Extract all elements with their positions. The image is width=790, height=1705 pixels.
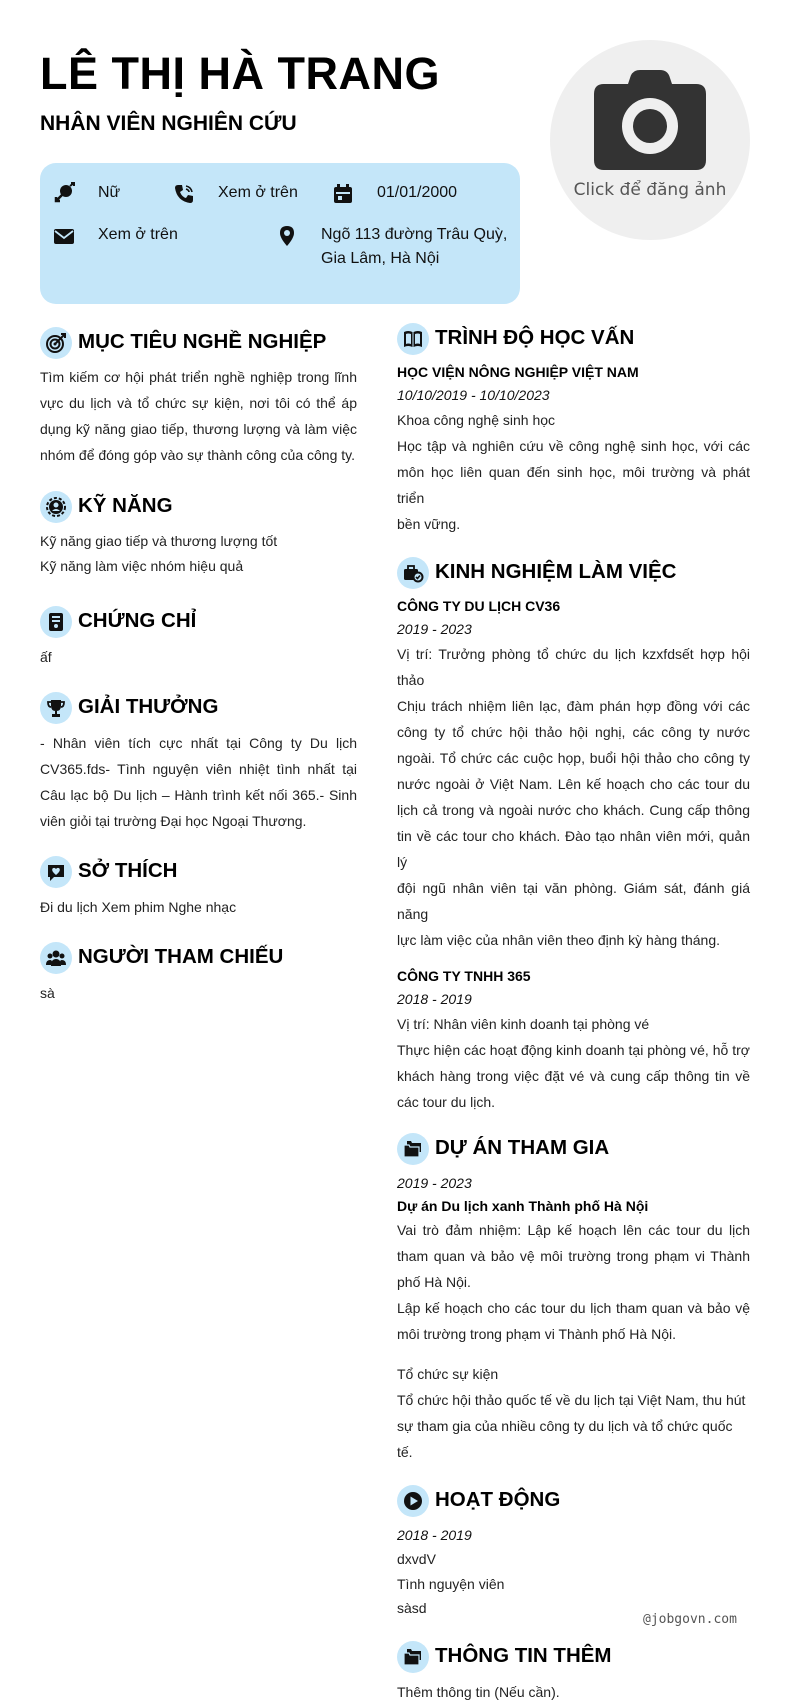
people-icon: [46, 948, 66, 968]
section-title: KINH NGHIỆM LÀM VIỆC: [435, 560, 677, 583]
job-date: 2019 - 2023: [397, 621, 472, 637]
section-title: CHỨNG CHỈ: [78, 609, 197, 632]
section-hobbies: [40, 856, 357, 920]
job-description: Vị trí: Trưởng phòng tổ chức du lịch kzxfdsết hợp hội thảo Chịu trách nhiệm liên lạc, đàm phán hợp đồng với các công ty tổ chức hội thảo hội nghị, các công ty nước ngoài. Tổ chức các cuộc họp, buổi hội thảo cho công ty nước ngoài ở Việt Nam. Lên kế hoạch cho các tour du lịch cả trong và ngoài nước cho khách. Cung cấp thông tin về các tour cho khách. Đào tạo nhân viên mới, quản lý đội ngũ nhân viên tại văn phòng. Giám sát, đánh giá năng lực làm việc của nhân viên theo định kỳ hàng tháng.: [397, 646, 750, 948]
folders-icon: [403, 1647, 423, 1667]
birthday-value: 01/01/2000: [377, 184, 458, 201]
phone-value: Xem ở trên: [218, 184, 298, 201]
section-education: [397, 323, 750, 537]
section-activities: [397, 1485, 750, 1621]
section-title: NGƯỜI THAM CHIẾU: [78, 945, 284, 968]
gender-value: Nữ: [98, 184, 121, 201]
address-value: Ngõ 113 đường Trâu Quỳ, Gia Lâm, Hà Nội: [321, 226, 508, 267]
location-pin-icon: [276, 225, 298, 247]
contact-box: [40, 163, 520, 304]
section-title: MỤC TIÊU NGHỀ NGHIỆP: [78, 330, 327, 353]
school-name: HỌC VIỆN NÔNG NGHIỆP VIỆT NAM: [397, 364, 639, 380]
section-certificates: [40, 606, 357, 670]
project-description: Vai trò đảm nhiệm: Lập kế hoạch lên các tour du lịch tham quan và bảo vệ môi trường trong phạm vi Thành phố Hà Nội. Lập kế hoạch cho các tour du lịch tham quan và bảo vệ môi trường trong phạm vi Thành phố Hà Nội.: [397, 1222, 750, 1342]
folders-icon: [403, 1139, 423, 1159]
certificate-icon: [46, 612, 66, 632]
section-awards: [40, 692, 357, 834]
gender-icon: [53, 183, 75, 205]
activity-description: dxvdV Tình nguyện viên sàsd: [397, 1551, 505, 1616]
skill-item: Kỹ năng giao tiếp và thương lượng tốt: [40, 533, 278, 549]
trophy-icon: [46, 698, 66, 718]
company-name: CÔNG TY DU LỊCH CV36: [397, 598, 561, 614]
company-name: CÔNG TY TNHH 365: [397, 968, 531, 984]
candidate-name: LÊ THỊ HÀ TRANG: [40, 48, 440, 99]
certificate-text: ấf: [40, 649, 52, 665]
references-text: sà: [40, 985, 55, 1001]
book-icon: [403, 329, 423, 349]
play-icon: [403, 1491, 423, 1511]
section-title: KỸ NĂNG: [78, 494, 173, 517]
awards-text: - Nhân viên tích cực nhất tại Công ty Du lịch CV365.fds- Tình nguyện viên nhiệt tình nhất tại Câu lạc bộ Du lịch – Hành trình kết nối 365.- Sinh viên giỏi tại trường Đại học Ngoại Thương.: [40, 735, 357, 829]
education-description: Học tập và nghiên cứu về công nghệ sinh học, với các môn học liên quan đến sinh học, môi trường và phát triển bền vững.: [397, 438, 750, 532]
photo-caption: Click để đăng ảnh: [573, 180, 727, 200]
job-description: Vị trí: Nhân viên kinh doanh tại phòng vé Thực hiện các hoạt động kinh doanh tại phòng vé, hỗ trợ khách hàng trong việc đặt vé và cung cấp thông tin về các tour du lịch.: [397, 1016, 750, 1110]
section-title: TRÌNH ĐỘ HỌC VẤN: [435, 326, 635, 349]
section-title: DỰ ÁN THAM GIA: [435, 1136, 610, 1159]
photo-upload[interactable]: [550, 40, 750, 240]
phone-icon: [173, 183, 195, 205]
section-title: SỞ THÍCH: [78, 859, 178, 882]
calendar-icon: [332, 183, 354, 205]
email-value: Xem ở trên: [98, 226, 178, 243]
job-title: NHÂN VIÊN NGHIÊN CỨU: [40, 112, 297, 135]
section-experience: [397, 557, 750, 1115]
education-major: Khoa công nghệ sinh học: [397, 412, 556, 428]
target-icon: [46, 333, 66, 353]
job-entry: [397, 595, 750, 953]
section-title: HOẠT ĐỘNG: [435, 1488, 561, 1511]
heart-chat-icon: [46, 862, 66, 882]
section-title: GIẢI THƯỞNG: [78, 695, 219, 718]
project-name: Dự án Du lịch xanh Thành phố Hà Nội: [397, 1198, 649, 1214]
objective-text: Tìm kiếm cơ hội phát triển nghề nghiệp trong lĩnh vực du lịch và tổ chức sự kiện, nơi tôi có thể áp dụng kỹ năng giao tiếp, thương lượng và làm việc nhóm để đóng góp vào sự thành công của công ty.: [40, 369, 357, 463]
section-projects: [397, 1133, 750, 1465]
education-date: 10/10/2019 - 10/10/2023: [397, 387, 550, 403]
section-objective: [40, 327, 357, 468]
project-date: 2019 - 2023: [397, 1175, 472, 1191]
job-date: 2018 - 2019: [397, 991, 472, 1007]
hobbies-text: Đi du lịch Xem phim Nghe nhạc: [40, 899, 237, 915]
project-event: Tổ chức sự kiện Tổ chức hội thảo quốc tế về du lịch tại Việt Nam, thu hút sự tham gia của nhiều công ty du lịch và tổ chức quốc tế.: [397, 1366, 746, 1460]
section-additional: [397, 1641, 750, 1705]
section-references: [40, 942, 357, 1006]
left-column: [40, 327, 357, 1006]
activity-date: 2018 - 2019: [397, 1527, 472, 1543]
envelope-icon: [53, 225, 75, 247]
footer-credit: @jobgovn.com: [643, 1612, 737, 1627]
additional-text: Thêm thông tin (Nếu cần).: [397, 1683, 560, 1700]
right-column: [397, 323, 750, 1705]
briefcase-gear-icon: [403, 563, 423, 583]
camera-icon: [590, 68, 710, 172]
section-skills: [40, 491, 357, 579]
job-entry: [397, 965, 750, 1115]
skill-item: Kỹ năng làm việc nhóm hiệu quả: [40, 558, 244, 574]
skill-gear-icon: [46, 497, 66, 517]
section-title: THÔNG TIN THÊM: [435, 1643, 612, 1667]
